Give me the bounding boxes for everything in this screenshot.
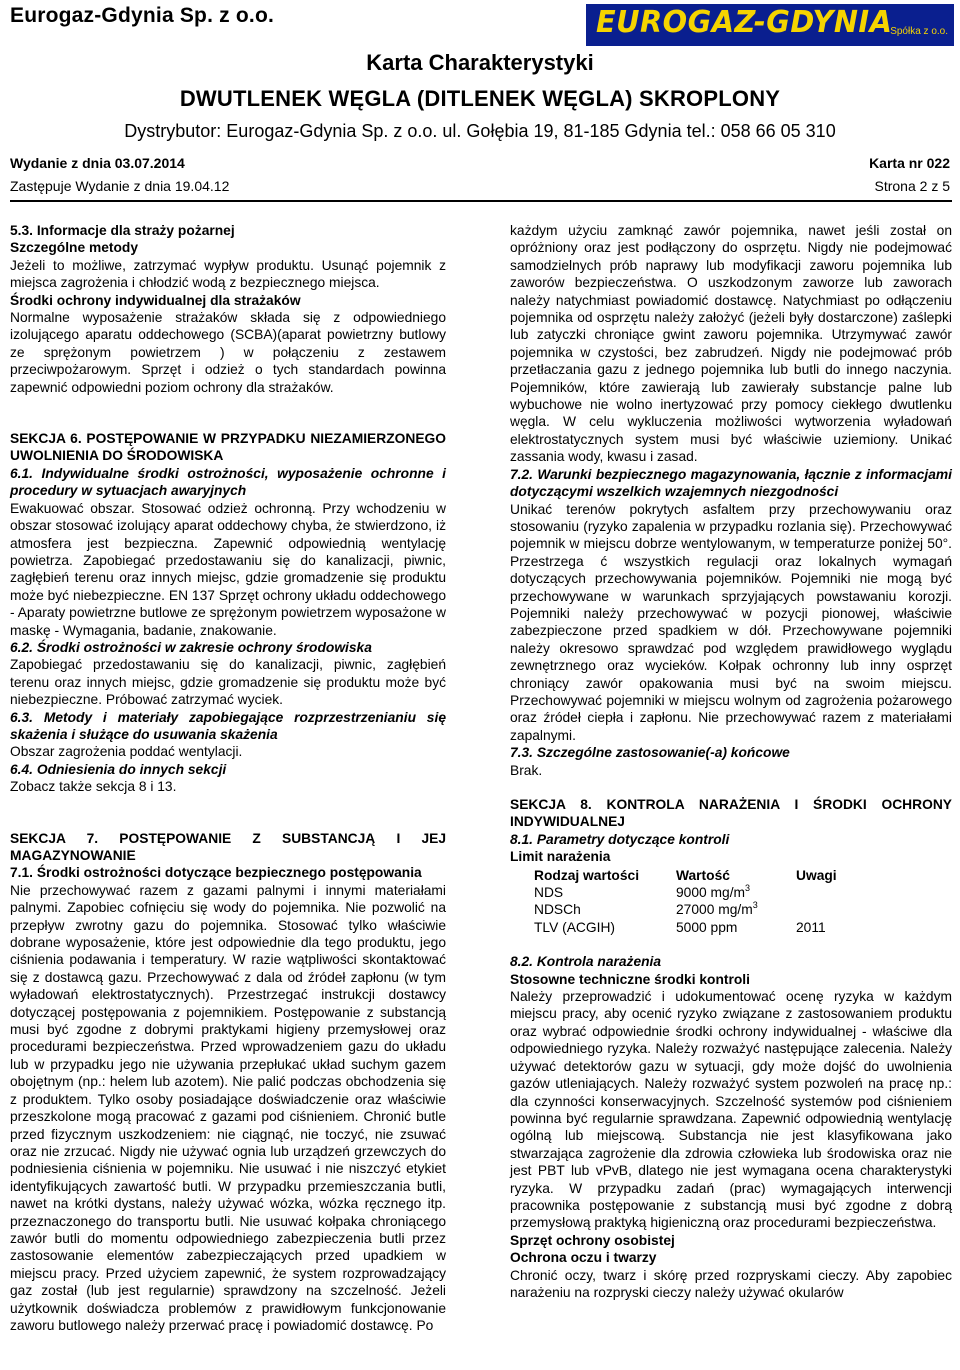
table-header-value: Wartość bbox=[676, 867, 730, 883]
firefighter-ppe-text: Normalne wyposażenie strażaków składa się z odpowiedniego izolującego aparatu oddechowego (SCBA)(aparat powietrzny butlowy ze sprężonym powietrzem ) w połączeniu z zestawem przeciwpożarowym. Sprzęt i odzież o tych standardach powinna zapewnić odpowiedni poziom ochrony dla strażaków. bbox=[10, 310, 446, 395]
section-5-3-heading: 5.3. Informacje dla straży pożarnej bbox=[10, 223, 235, 238]
section-7-2-heading: 7.2. Warunki bezpiecznego magazynowania, łącznie z informacjami dotyczącymi wszelkich wzajemnych niezgodności bbox=[510, 466, 952, 500]
page-number: Strona 2 z 5 bbox=[874, 178, 950, 194]
table-cell-value: 5000 ppm bbox=[676, 919, 738, 935]
special-methods-text: Jeżeli to możliwe, zatrzymać wypływ produktu. Usunąć pojemnik z miejsca zagrożenia i chłodzić wodą z bezpiecznego miejsca. bbox=[10, 257, 446, 291]
section-6-3-text: Obszar zagrożenia poddać wentylacji. bbox=[10, 744, 243, 760]
distributor-info: Dystrybutor: Eurogaz-Gdynia Sp. z o.o. ul. Gołębia 19, 81-185 Gdynia tel.: 058 66 05 310 bbox=[124, 121, 836, 141]
product-name: DWUTLENEK WĘGLA (DITLENEK WĘGLA) SKROPLONY bbox=[179, 86, 781, 111]
logo-text: EUROGAZ-GDYNIA bbox=[596, 5, 893, 40]
table-cell-value: 27000 $mg/m^3$ bbox=[676, 900, 758, 918]
section-7-1-text: Nie przechowywać razem z gazami palnymi i innymi materiałami palnymi. Zapobiec cofnięciu się wody do pojemnika. Nie pozwolić na przepływ zwrotny gazu do pojemnika. Stosować tylko właściwie dobrane wyposażenie, które jest odpowiednie dla tego produktu, jego ciśnienia podawania i temperatury. W razie wątpliwości skontaktować się z dostawcą gazu. Przechowywać z dala od źródeł zapłonu (w tym wyładowań elektrostatycznych). Przestrzegać instrukcji dostawcy dotyczącej postępowania z pojemnikiem. Postępowanie z substancją musi być zgodne z dobrymi praktykami higieny przemysłowej oraz procedurami bezpieczeństwa. Przed wprowadzeniem gazu do układu lub w przypadku jego nie używania przepłukać układ suchym gazem obojętnym (np.: helem lub azotem). Nie palić podczas obchodzenia się z produktem. Tylko osoby posiadające doświadczenie oraz właściwie przeszkolone mogą pracować z gazami pod ciśnieniem. Chronić butle przed fizycznym uszkodzeniem: nie ciągnąć, nie toczyć, nie zsuwać oraz nie zrzucać. Nigdy nie używać ognia lub urządzeń grzewczych do podniesienia ciśnienia w pojemniku. Nie usuwać i nie niszczyć etykiet identyfikujących zawartość butli. W przypadku przemieszczania butli, nawet na krótki dystans, należy używać wózka, wózka ręcznego itp. przeznaczonego do transportu butli. Nie usuwać kołpaka chroniącego zawór butli do momentu odpowiedniego zabezpieczenia butli przez zastosowanie elementów zabezpieczających przed upadkiem w miejscu pracy. Przed użyciem zapewnić, że system rozprowadzający gaz został (lub jest regularnie) sprawdzony na szczelność. Jeżeli użytkownik doświadcza problemów z prawidłowym funkcjonowanie zaworu butlowego należy przerwać pracę i powiadomić dostawcę. Po bbox=[10, 882, 446, 1333]
ppe-heading: Sprzęt ochrony osobistej bbox=[510, 1232, 675, 1248]
right-column bbox=[510, 222, 952, 1301]
table-header-type: Rodzaj wartości bbox=[534, 867, 640, 883]
table-cell-type: NDS bbox=[534, 885, 564, 901]
document-type: Karta Charakterystyki bbox=[366, 50, 594, 75]
section-6-2-text: Zapobiegać przedostawaniu się do kanalizacji, piwnic, zagłębień terenu oraz innych miejsc, gdzie gromadzenie się produktu może być niebezpieczne. Próbować zatrzymać wyciek. bbox=[10, 657, 446, 708]
issue-date: Wydanie z dnia 03.07.2014 bbox=[10, 155, 185, 171]
section-6-3-heading: 6.3. Metody i materiały zapobiegające rozprzestrzenianiu się skażenia i służące do usuwania skażenia bbox=[10, 709, 446, 742]
table-cell-value: 9000 $mg/m^3$ bbox=[676, 883, 751, 901]
section-7-1-heading: 7.1. Środki ostrożności dotyczące bezpiecznego postępowania bbox=[10, 865, 422, 881]
section-6-1-text: Ewakuować obszar. Stosować odzież ochronną. Przy wchodzeniu w obszar stosować izolujący aparat oddechowy chyba, że stwierdzono, iż atmosfera jest bezpieczna. Zapewnić odpowiednią wentylację powietrza. Zapobiegać przedostawaniu się do kanalizacji, piwnic, zagłębień terenu oraz innych miejsc, gdzie gromadzenie się produktu może być niebezpieczne. EN 137 Sprzęt ochrony układu oddechowego - Aparaty powietrzne butlowe ze sprężonym powietrzem wyposażone w maskę - Wymagania, badanie, znakowanie. bbox=[10, 500, 446, 638]
section-7-3-text: Brak. bbox=[510, 762, 543, 778]
section-6-4-heading: 6.4. Odniesienia do innych sekcji bbox=[10, 761, 227, 777]
section-8-1-heading: 8.1. Parametry dotyczące kontroli bbox=[510, 831, 730, 847]
technical-controls-text: Należy przeprowadzić i udokumentować ocenę ryzyka w każdym miejscu pracy, aby ocenić ryzyko związane z zastosowaniem produktu oraz wybrać odpowiednie środki ochrony indywidualnej - właściwe dla odpowiedniego ryzyka. Należy rozważyć następujące zalecenia. Należy używać detektorów gazu w sytuacji, gdy może dojść do uwolnienia gazów utleniających. Należy rozważyć system pozwoleń na pracę np.: dla czynności konserwacyjnych. Szczelność systemów pod ciśnieniem powinna być regularnie sprawdzana. Zapewnić odpowiednią wentylację ogólną lub miejscową. Substancja nie jest klasyfikowana jako stwarzająca zagrożenie dla zdrowia człowieka lub środowiska oraz nie jest PBT lub vPvB, dlatego nie jest wymagana ocena charakterystyki ryzyka. W przypadku zadań (prac) wymagających interwencji pracownika postępowanie z substancją musi być zgodne z dobrą przemysłową praktyką higieniczną oraz procedurami bezpieczeństwa. bbox=[510, 989, 952, 1231]
exposure-limit-heading: Limit narażenia bbox=[510, 849, 611, 865]
replaces-edition: Zastępuje Wydanie z dnia 19.04.12 bbox=[10, 178, 230, 194]
section-6-title: SEKCJA 6. POSTĘPOWANIE W PRZYPADKU NIEZAMIERZONEGO UWOLNIENIA DO ŚRODOWISKA bbox=[10, 431, 446, 464]
special-methods-heading: Szczególne metody bbox=[10, 240, 139, 256]
company-name: Eurogaz-Gdynia Sp. z o.o. bbox=[10, 4, 275, 27]
table-cell-type: NDSCh bbox=[534, 902, 581, 918]
table-cell-note bbox=[796, 901, 837, 918]
eye-face-protection-text: Chronić oczy, twarz i skórę przed rozpryskami cieczy. Aby zapobiec narażeniu na rozpryski cieczy należy używać okularów bbox=[510, 1267, 952, 1300]
table-header-row bbox=[534, 867, 837, 884]
table-header-notes: Uwagi bbox=[796, 867, 837, 883]
spacer bbox=[510, 936, 952, 953]
card-number: Karta nr 022 bbox=[869, 155, 950, 171]
section-7-1-text-continued: każdym użyciu zamknąć zawór pojemnika, nawet jeśli został on opróżniony oraz jest podłączony do osprzętu. Nigdy nie podejmować samodzielnych prób naprawy lub modyfikacji zaworu pojemnika lub zaworów bezpieczeństwa. O uszkodzonym zaworze lub zaworach należy natychmiast powiadomić dostawcę. Natychmiast po odłączeniu pojemnika od osprzętu należy założyć (jeżeli były dostarczone) zaślepki lub zatyczki chroniące gwint zaworu pojemnika. Utrzymywać zawór pojemnika w czystości, bez zabrudzeń. Nigdy nie podejmować prób przetłaczania gazu z jednego pojemnika lub butli do innego naczynia. Pojemników, które zawierają lub zawierały substancje palne lub wybuchowe nie wolno inertyzować przy pomocy ciekłego dwutlenku węgla. W celu wykluczenia możliwości wytworzenia wyładowań elektrostatycznych system musi być właściwie uziemiony. Unikać zassania wody, kwasu i zasad. bbox=[510, 223, 952, 465]
section-7-title: SEKCJA 7. POSTĘPOWANIE Z SUBSTANCJĄ I JEJ MAGAZYNOWANIE bbox=[10, 830, 446, 863]
table-row bbox=[534, 884, 837, 901]
logo-subtext: Spółka z o.o. bbox=[890, 26, 948, 37]
section-6-4-text: Zobacz także sekcja 8 i 13. bbox=[10, 779, 177, 795]
table-cell-type: TLV (ACGIH) bbox=[534, 919, 615, 935]
section-8-title: SEKCJA 8. KONTROLA NARAŻENIA I ŚRODKI OCHRONY INDYWIDUALNEJ bbox=[510, 797, 952, 830]
section-7-2-text: Unikać terenów pokrytych asfaltem przy przechowywaniu oraz stosowaniu (ryzyko zapalenia w przypadku rozlania się). Przechowywać pojemnik w miejscu dobrze wentylowanym, w temperaturze poniżej 50°. Przestrzega ć wszystkich regulacji oraz lokalnych wymagań dotyczących przechowywania pojemników. Pojemniki nie mogą być przechowywane w warunkach sprzyjających powstawaniu korozji. Pojemniki należy przechowywać w pozycji pionowej, właściwie zabezpieczone przed spadkiem w dół. Przechowywane pojemniki należy okresowo sprawdzać pod względem prawidłowego wyglądu zewnętrznego oraz wycieków. Kołpak ochronny lub inny osprzęt chroniący zawór opakowania musi być na swoim miejscu. Przechowywać pojemniki w miejscu wolnym od zagrożenia pożarowego oraz źródeł ciepła i zapłonu. Nie przechowywać razem z materiałami zapalnymi. bbox=[510, 501, 952, 743]
firefighter-ppe-heading: Środki ochrony indywidualnej dla strażaków bbox=[10, 292, 301, 308]
table-row bbox=[534, 919, 837, 936]
section-7-3-heading: 7.3. Szczególne zastosowanie(-a) końcowe bbox=[510, 745, 790, 761]
eye-face-protection-heading: Ochrona oczu i twarzy bbox=[510, 1250, 657, 1266]
left-column bbox=[10, 222, 446, 1334]
table-cell-note: 2011 bbox=[796, 919, 826, 935]
table-row bbox=[534, 901, 837, 918]
exposure-limits-table bbox=[534, 867, 837, 937]
technical-controls-heading: Stosowne techniczne środki kontroli bbox=[510, 971, 750, 987]
section-6-2-heading: 6.2. Środki ostrożności w zakresie ochrony środowiska bbox=[10, 639, 372, 655]
company-logo bbox=[586, 4, 954, 46]
table-cell-note bbox=[796, 884, 837, 901]
header-divider bbox=[10, 200, 952, 202]
section-6-1-heading: 6.1. Indywidualne środki ostrożności, wyposażenie ochronne i procedury w sytuacjach awaryjnych bbox=[10, 465, 446, 499]
section-8-2-heading: 8.2. Kontrola narażenia bbox=[510, 954, 662, 970]
